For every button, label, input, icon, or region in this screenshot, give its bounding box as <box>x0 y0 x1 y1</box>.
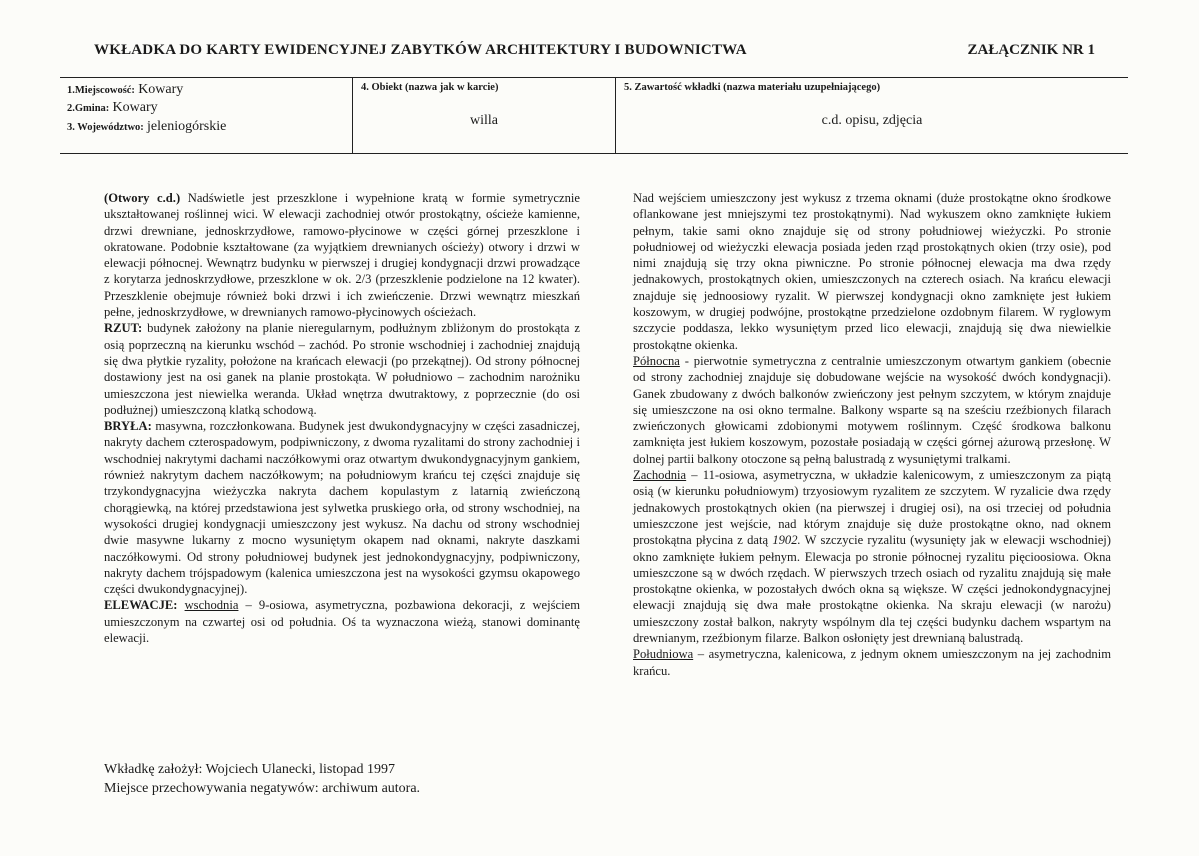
plan-lead: RZUT: <box>104 321 143 336</box>
locality-label: 1.Miejscowość: <box>67 85 135 96</box>
commune-row <box>67 99 158 116</box>
north-elevation-text: - pierwotnie symetryczna z centralnie umieszczonym otwartym gankiem (obecnie od strony zachodniej znajduje się dobudowane wejście na wysokość dwóch kondygnacji). Ganek zbudowany z dwóch balkonów zwieńczony jest pełnym szczytem, w którym znajduje się umieszczone na osi okno termalne. Balkony wsparte są na sześciu rzeźbionych filarach zwieńczonych głowicami zdobionymi motywem roślinnym. Część środkowa balkonu zamknięta jest łukiem koszowym, pozostałe posiadają w części górnej ażurową przesłonę. W dolnej partii balkony otoczone są pełną balustradą z wysuniętymi tralkami. <box>633 353 1111 466</box>
massing-text: masywna, rozczłonkowana. Budynek jest dwukondygnacyjny w części zasadniczej, nakryty dachem czterospadowym, podpiwniczony, z dwoma ryzalitami do strony zachodniej i wschodniej nakrytymi dachami naczółkowymi oraz otwartym dwukondygnacyjnym gankiem, również nakrytym dachem naczółkowym; na południowym krańcu tej części znajduje się trzykondygnacyjna wieżyczka nakryta dachem kopulastym z latarnią zwieńczoną chorągiewką, na której przedstawiona jest sylwetka pruskiego orła, od strony wschodniej, na wysokości drugiej kondygnacji umieszczony jest wykusz. Na dachu od strony wschodniej dwie masywne lukarny z mocno wysuniętym okapem nad oknami, nakryte daszkami naczółkowymi. Od strony południowej budynek jest jednokondygnacyjny, podpiwniczony, nakryty dachem trójspadowym (kalenica umieszczona jest na wysokości gzymsu okapowego części dwukondygnacyjnej). <box>104 419 580 597</box>
locality-row <box>67 81 183 98</box>
west-elevation-text-b: W szczycie ryzalitu (wysunięty jak w elewacji wschodniej) okno zamknięte łukiem pełnym. Elewacja po stronie północnej ryzalitu pięcioosiowa. Okna umieszczone są w dwóch rzędach. W pierwszych trzech osiach od ryzalitu znajdują się małe prostokątne okienka, w pozostałych dwóch okna są większe. W części jednokondygnacyjnej elewacji znajdują się dwa małe prostokątne okienka. Na skraju elewacji (w narożu) umieszczony został balkon, nakryty wspólnym dla tej części budynku dachem wspartym na drewnianym, rzeźbionym filarze. Balkon osłonięty jest drewnianą balustradą. <box>633 533 1111 646</box>
elevations-paragraph <box>104 597 580 646</box>
object-column <box>352 78 615 153</box>
commune-label: 2.Gmina: <box>67 103 110 114</box>
massing-lead: BRYŁA: <box>104 419 152 434</box>
east-elevation-label: wschodnia <box>184 598 239 613</box>
west-elevation-paragraph <box>633 467 1111 646</box>
west-elevation-text-a: – 11-osiowa, asymetryczna, w układzie kalenicowym, z umieszczonym za piątą osią (w kierunku południowym) trzyosiowym ryzalitem ze szczytem. W ryzalicie dwa rzędy jednakowych prostokątnych okien (na pierwszej i drugiej osi), na osi trzeciej od południa umieszczone jest wejście, nad którym znajduje się duże prostokątne okno, nad oknem prostokątna płycina z datą <box>633 468 1111 548</box>
object-heading: 4. Obiekt (nazwa jak w karcie) <box>361 82 499 93</box>
massing-paragraph <box>104 418 580 597</box>
openings-lead: (Otwory c.d.) <box>104 191 181 205</box>
contents-heading: 5. Zawartość wkładki (nazwa materiału uzupełniającego) <box>624 82 881 93</box>
location-column <box>60 78 352 153</box>
north-elevation-paragraph <box>633 353 1111 467</box>
left-text-column <box>104 190 580 646</box>
west-elevation-date: 1902. <box>772 533 801 548</box>
negatives-line: Miejsce przechowywania negatywów: archiwum autora. <box>104 781 421 796</box>
contents-column <box>615 78 1128 153</box>
plan-paragraph <box>104 320 580 418</box>
west-elevation-label: Zachodnia <box>633 468 687 483</box>
locality-value: Kowary <box>138 82 184 97</box>
east-continued-text: Nad wejściem umieszczony jest wykusz z trzema oknami (duże prostokątne okno środkowe oflankowane jest mniejszymi tez prostokątnymi). Nad wykuszem okno zamknięte łukiem pełnym, takie sami okno znajduje się od strony południowej wieżyczki. Po stronie południowej od wieżyczki elewacja posiada jeden rząd prostokątnych okien (trzy osie), pod nimi znajdują się trzy okna piwniczne. Po stronie północnej elewacja ma dwa rzędy jednakowych, prostokątnych okien, umieszczonych na czterech osiach. Na krańcu elewacji znajduje się jednoosiowy ryzalit. W pierwszej kondygnacji okno zamknięte jest łukiem koszowym, w drugiej podwójne, prostokątne przedzielone ozdobnym filarem. W ryglowym szczycie poddasza, lekko wysuniętym przed lico elewacji, znajdują się dwa niewielkie prostokątne okienka. <box>633 191 1111 352</box>
voivodeship-value: jeleniogórskie <box>147 119 227 134</box>
south-elevation-text: – asymetryczna, kalenicowa, z jednym oknem umieszczonym na jej zachodnim krańcu. <box>633 647 1111 678</box>
voivodeship-row <box>67 118 226 135</box>
author-line: Wkładkę założył: Wojciech Ulanecki, listopad 1997 <box>104 762 395 777</box>
voivodeship-label: 3. Województwo: <box>67 122 144 133</box>
footer-block <box>104 760 420 798</box>
east-continued-paragraph <box>633 190 1111 353</box>
header-table <box>60 77 1128 154</box>
annex-label: ZAŁĄCZNIK NR 1 <box>967 42 1095 58</box>
document-title: WKŁADKA DO KARTY EWIDENCYJNEJ ZABYTKÓW ARCHITEKTURY I BUDOWNICTWA <box>94 42 747 58</box>
plan-text: budynek założony na planie nieregularnym, podłużnym zbliżonym do prostokąta z osią poprzeczną na kierunku wschód – zachód. Po stronie wschodniej i zachodniej znajdują się dwa płytkie ryzality, położone na krańcach elewacji (po przekątnej). Od strony północnej dostawiony jest na osi ganek na planie prostokąta. W południowo – zachodnim narożniku umieszczona jest niewielka weranda. Układ wnętrza dwutraktowy, z poprzecznie (do osi podłużnej) umieszczoną klatką schodową. <box>104 321 580 417</box>
openings-paragraph <box>104 190 580 320</box>
object-value: willa <box>470 113 498 128</box>
elevations-lead: ELEWACJE: <box>104 598 178 613</box>
east-elevation-text: – 9-osiowa, asymetryczna, pozbawiona dekoracji, z wejściem umieszczonym na czwartej osi od południa. Oś ta wyznaczona wieżą, stanowi dominantę elewacji. <box>104 598 581 646</box>
commune-value: Kowary <box>112 100 158 115</box>
openings-text: Nadświetle jest przeszklone i wypełnione kratą w formie symetrycznie ukształtowanej roślinnej wici. W elewacji zachodniej otwór prostokątny, ościeże kamienne, drzwi drewniane, jednoskrzydłowe, ramowo-płycinowe w części górnej przeszklone i okratowane. Podobnie kształtowane (za wyjątkiem drewnianych ościeży) otwory i drzwi w elewacji północnej. Wewnątrz budynku w pierwszej i drugiej kondygnacji drzwi prowadzące z korytarza jednoskrzydłowe, przeszklone w ok. 2/3 (przeszklenie podzielone na 12 kwater). Przeszklenie obejmuje również boki drzwi i ich zwieńczenie. Drzwi wewnątrz mieszkań pełne, jednoskrzydłowe, w drewnianych ramowo-płycinowych ościeżach. <box>104 191 580 320</box>
right-text-column <box>633 190 1111 679</box>
south-elevation-paragraph <box>633 646 1111 679</box>
south-elevation-label: Południowa <box>633 647 694 662</box>
contents-value: c.d. opisu, zdjęcia <box>821 113 923 128</box>
north-elevation-label: Północna <box>633 353 680 368</box>
